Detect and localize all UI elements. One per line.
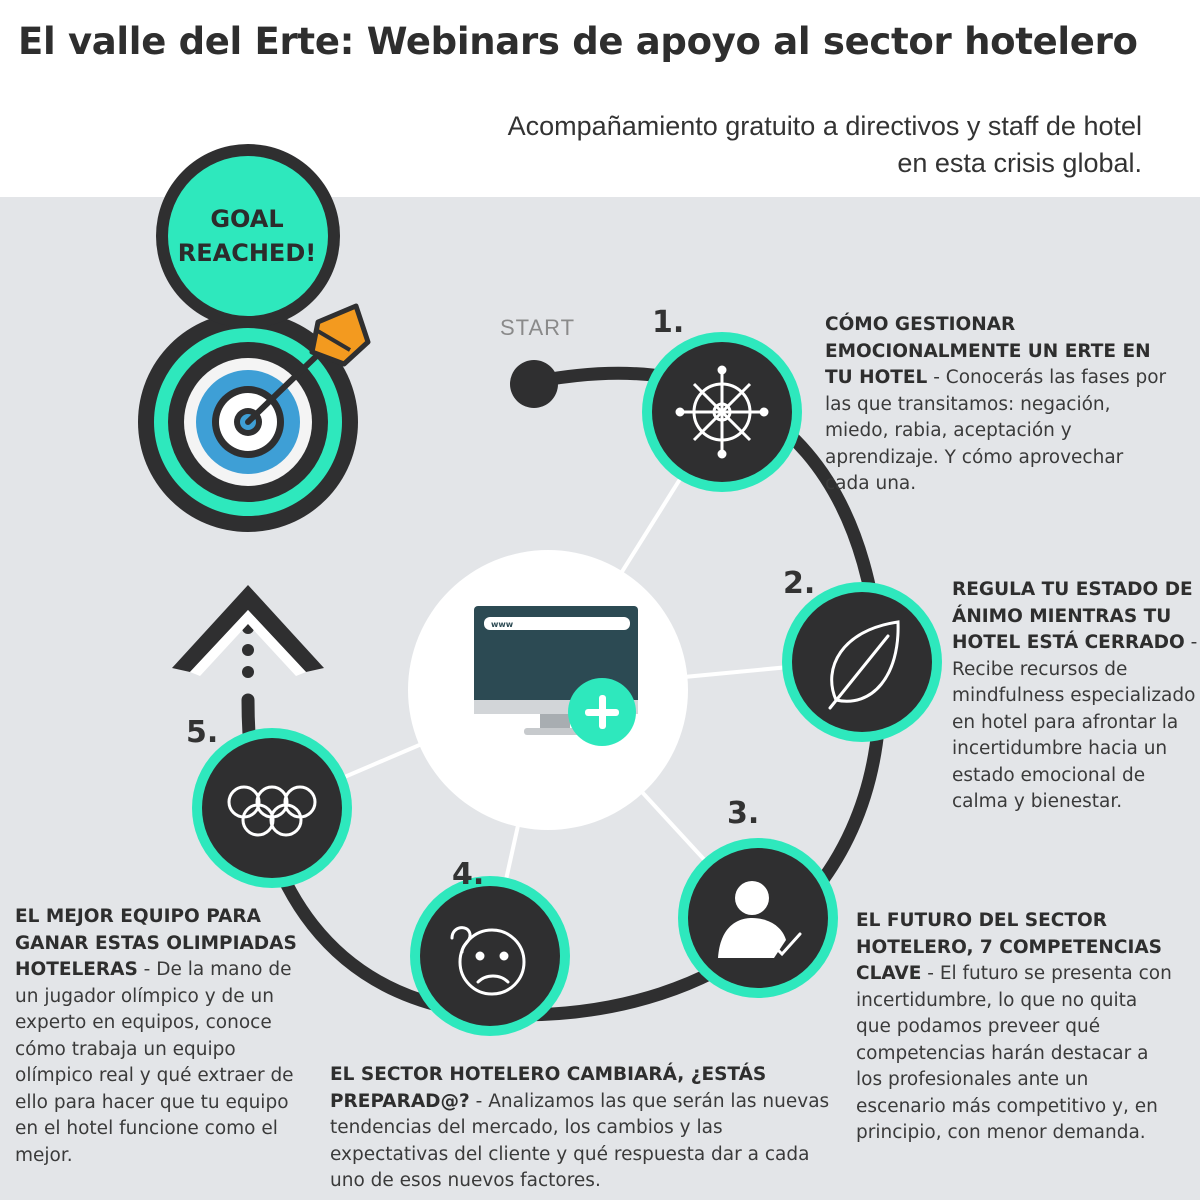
step-2-title: REGULA TU ESTADO DE ÁNIMO MIENTRAS TU HOTEL ESTÁ CERRADO	[952, 579, 1193, 653]
step-1-body: - Conocerás las fases por las que transitamos: negación, miedo, rabia, aceptación y aprendizaje. Y cómo aprovechar cada una.	[825, 367, 1167, 494]
start-dot	[510, 360, 558, 408]
step-4-circle	[410, 876, 570, 1036]
step-2-description	[952, 577, 1198, 816]
step-4-body: - Analizamos las que serán las nuevas tendencias del mercado, los cambios y las expectativas del cliente y qué respuesta dar a cada uno de esos nuevos factores.	[330, 1090, 830, 1191]
start-label: START	[500, 315, 576, 340]
screen-url-label: www	[491, 620, 514, 629]
step-1-number: 1.	[652, 305, 685, 340]
step-4-title: EL SECTOR HOTELERO CAMBIARÁ, ¿ESTÁS PREPARAD@?	[330, 1064, 767, 1112]
step-3-number: 3.	[727, 796, 760, 831]
step-5-title: EL MEJOR EQUIPO PARA GANAR ESTAS OLIMPIADAS HOTELERAS	[15, 906, 297, 980]
step-1-title: CÓMO GESTIONAR EMOCIONALMENTE UN ERTE EN TU HOTEL	[825, 314, 1151, 388]
step-3-title: EL FUTURO DEL SECTOR HOTELERO, 7 COMPETENCIAS CLAVE	[856, 910, 1162, 984]
step-3-body: - El futuro se presenta con incertidumbre, lo que no quita que podamos preveer qué competencias harán destacar a los profesionales ante un escenario más competitivo y, en principio, con menor demanda.	[856, 963, 1172, 1143]
step-5-number: 5.	[186, 715, 219, 750]
goal-label	[156, 202, 338, 270]
goal-line-1: GOAL	[210, 205, 284, 233]
path-dots	[242, 622, 254, 678]
step-5-circle	[192, 728, 352, 888]
step-4-description	[330, 1062, 846, 1195]
step-3-description	[856, 908, 1172, 1147]
step-2-body: - Recibe recursos de mindfulness especializado en hotel para afrontar la incertidumbre hacia un estado emocional de calma y bienestar.	[952, 632, 1198, 812]
step-4-number: 4.	[452, 857, 485, 892]
step-2-number: 2.	[783, 566, 816, 601]
step-3-circle	[678, 838, 838, 998]
goal-line-2: REACHED!	[177, 239, 317, 267]
step-5-description	[15, 904, 315, 1169]
page-title: El valle del Erte: Webinars de apoyo al sector hotelero	[18, 20, 1138, 63]
subtitle-line-2: en esta crisis global.	[897, 148, 1142, 178]
step-2-circle	[782, 582, 942, 742]
step-1-description	[825, 312, 1170, 498]
step-5-body: - De la mano de un jugador olímpico y de un experto en equipos, conoce cómo trabaja un equipo olímpico real y qué extraer de ello para hacer que tu equipo en el hotel funcione como el mejor.	[15, 959, 294, 1166]
subtitle-line-1: Acompañamiento gratuito a directivos y staff de hotel	[507, 111, 1142, 141]
